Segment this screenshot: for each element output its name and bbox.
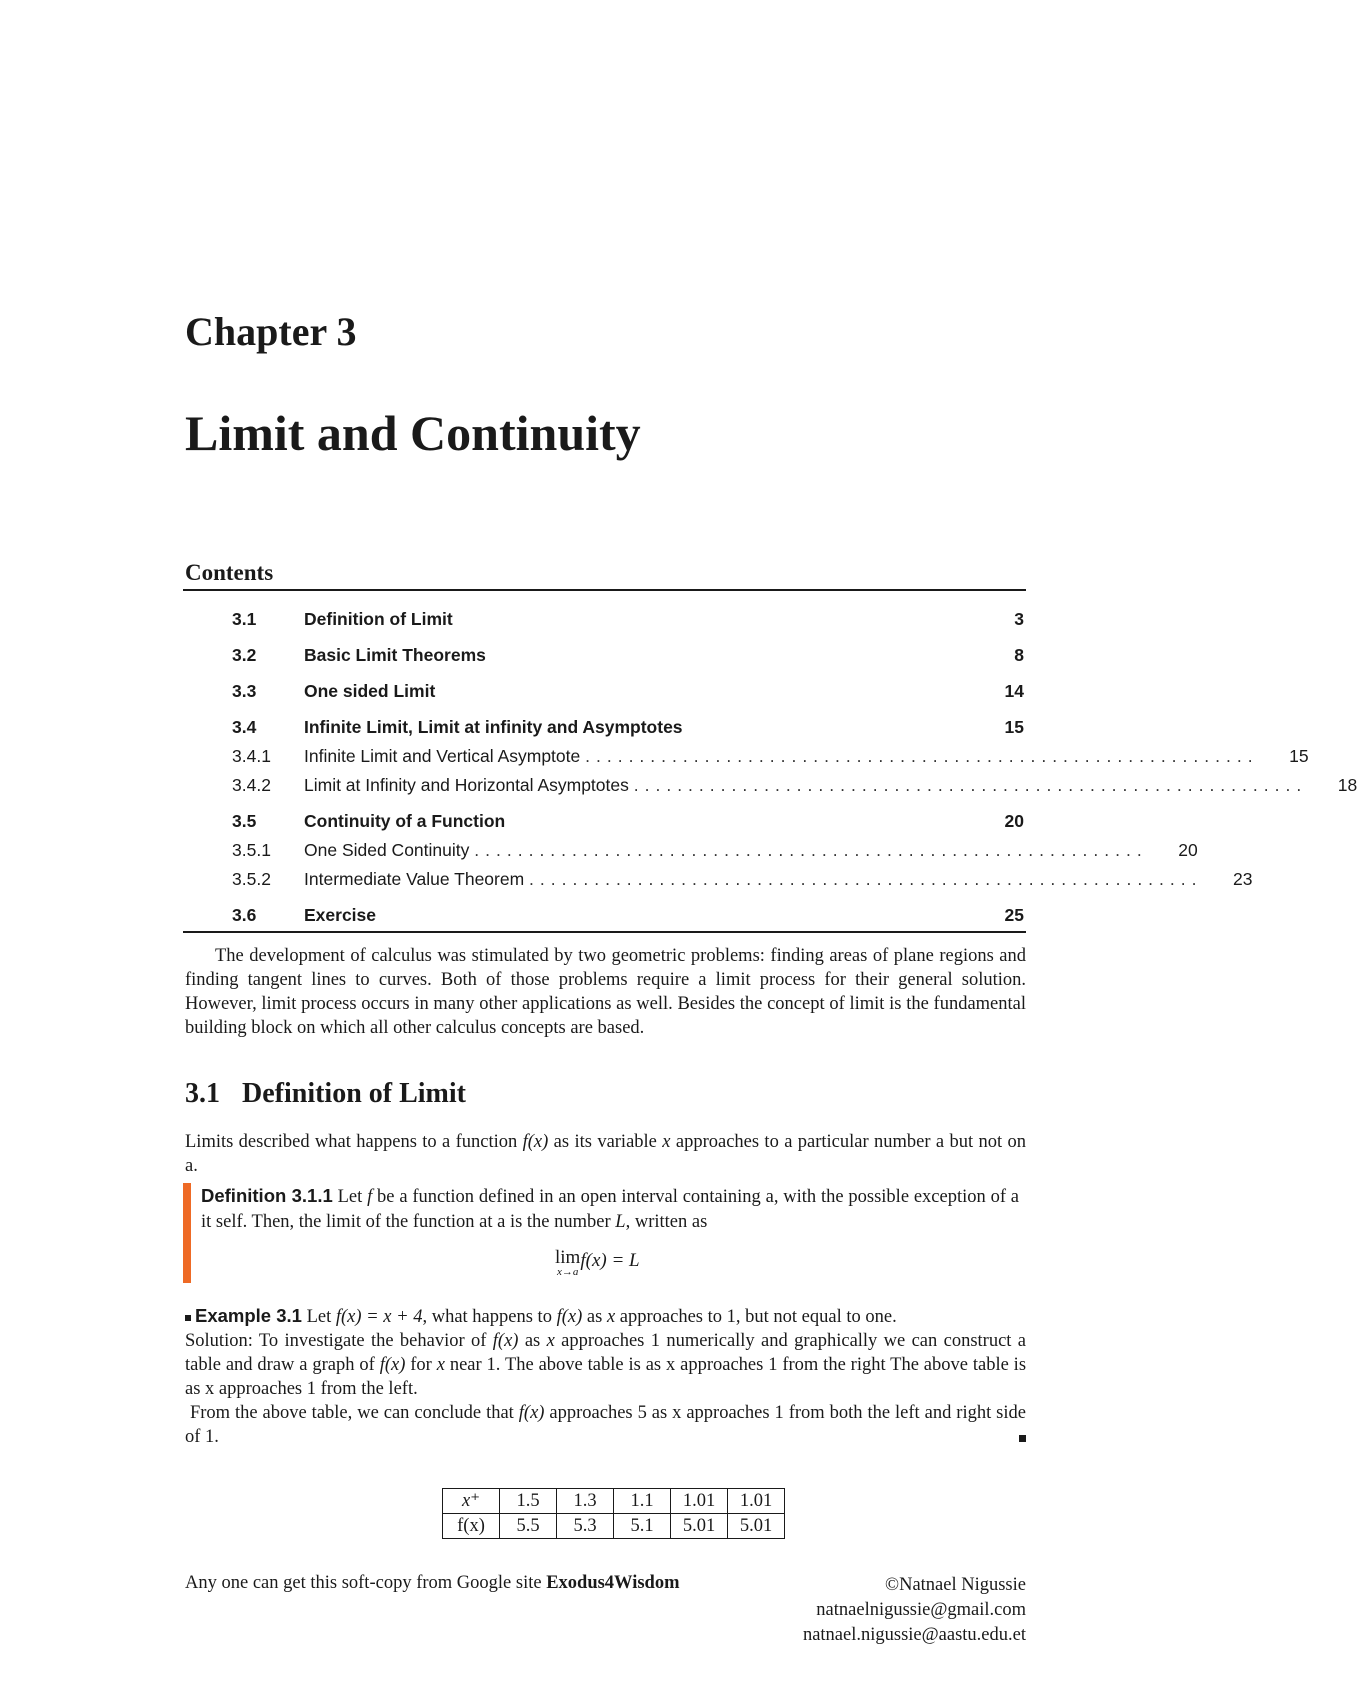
table-row [443,1489,785,1514]
toc-number: 3.4.1 [232,746,271,766]
toc-number: 3.4.2 [232,775,271,795]
section-paragraph: Limits described what happens to a function f(x) as its variable x approaches to a particular number a but not on a. [185,1132,1027,1176]
toc-entry[interactable] [185,677,1026,706]
table-cell: 1.01 [728,1489,785,1514]
toc-page: 25 [1004,905,1024,925]
toc-title: Exercise [304,905,377,925]
table-header-cell: f(x) [443,1514,500,1539]
toc-page: 14 [1004,681,1024,701]
section-number: 3.1 [185,1078,220,1109]
values-table [442,1488,785,1539]
email-link[interactable]: natnaelnigussie@gmail.com [816,1600,1026,1620]
toc-page: 3 [1014,609,1024,629]
bullet-marker [185,1315,191,1321]
table-cell: 5.01 [728,1514,785,1539]
toc-page: 8 [1014,645,1024,665]
toc-title: Limit at Infinity and Horizontal Asymptotes .............................................................. [304,775,1308,795]
example-label: Example 3.1 [195,1305,302,1326]
toc-title: Basic Limit Theorems [304,645,486,665]
toc-entry[interactable] [185,713,1026,742]
table-cell: 1.5 [500,1489,557,1514]
table-cell: 1.01 [671,1489,728,1514]
toc-number: 3.5.2 [232,869,271,889]
toc-entry[interactable] [185,901,1026,930]
toc-subentry[interactable] [185,836,1198,865]
table-cell: 5.1 [614,1514,671,1539]
table-cell: 1.3 [557,1489,614,1514]
site-name[interactable]: Exodus4Wisdom [546,1573,680,1593]
toc-page: 20 [1004,811,1024,831]
toc-subentry[interactable] [185,865,1253,894]
toc-title: Infinite Limit, Limit at infinity and Asymptotes [304,717,683,737]
toc-number: 3.1 [232,609,257,629]
toc-entry[interactable] [185,641,1026,670]
toc-title: Definition of Limit [304,609,453,629]
limit-formula: lim x→a f(x) = L [555,1247,640,1278]
toc-entry[interactable] [185,605,1026,634]
toc-subentry[interactable] [185,742,1309,771]
toc-number: 3.6 [232,905,257,925]
table-cell: 5.3 [557,1514,614,1539]
toc-title: Infinite Limit and Vertical Asymptote .............................................................. [304,746,1259,766]
toc-page: 18 [1337,775,1358,795]
contents-top-rule [183,589,1026,591]
definition-block: Definition 3.1.1 Let f be a function defined in an open interval containing a, with the possible exception of a it self. Then, the limit of the function at a is the number L, written as [201,1185,1020,1232]
intro-paragraph: The development of calculus was stimulated by two geometric problems: finding areas of plane regions and finding tangent lines to curves. Both of those problems require a limit process for their general solution. However, limit process occurs in many other applications as well. Besides the concept of limit is the fundamental building block on which all other calculus concepts are based. [185,946,1026,1038]
toc-page: 15 [1289,746,1309,766]
toc-title: Continuity of a Function [304,811,506,831]
example-block: Example 3.1 Let f(x) = x + 4, what happens to f(x) as x approaches to 1, but not equal to one. Solution: To investigate the behavior of f(x) as x approaches 1 numerically and graphically we can construct a table and draw a graph of f(x) for x near 1. The above table is as x approaches 1 from the right The above table is as x approaches 1 from the left. From the above table, we can conclude that f(x) approaches 5 as x approaches 1 from both the left and right side of 1. [185,1305,1027,1447]
section-heading [185,1078,466,1110]
end-of-example-marker [1019,1435,1026,1442]
toc-number: 3.2 [232,645,257,665]
table-cell: 5.01 [671,1514,728,1539]
table-row [443,1514,785,1539]
email-link[interactable]: natnael.nigussie@aastu.edu.et [802,1625,1026,1645]
copyright-line: ©Natnael Nigussie [885,1575,1026,1595]
chapter-label: Chapter 3 [185,309,357,354]
toc-title: One sided Limit [304,681,436,701]
footer-author [803,1573,1026,1648]
contents-bottom-rule [183,931,1026,933]
toc-page: 23 [1233,869,1253,889]
table-cell: 5.5 [500,1514,557,1539]
toc-page: 15 [1004,717,1024,737]
contents-heading: Contents [185,560,274,585]
definition-accent-bar [183,1183,191,1283]
toc-subentry[interactable] [185,771,1358,800]
toc-number: 3.5 [232,811,257,831]
table-header-cell: x⁺ [443,1489,500,1514]
section-title: Definition of Limit [242,1078,466,1109]
table-of-contents [185,598,1358,930]
footer-note: Any one can get this soft-copy from Google site Exodus4Wisdom [185,1573,680,1593]
definition-label: Definition 3.1.1 [201,1185,333,1206]
toc-title: Intermediate Value Theorem .............................................................. [304,869,1203,889]
toc-page: 20 [1178,840,1198,860]
toc-number: 3.3 [232,681,257,701]
table-cell: 1.1 [614,1489,671,1514]
toc-title: One Sided Continuity .............................................................. [304,840,1148,860]
toc-entry[interactable] [185,807,1026,836]
toc-number: 3.5.1 [232,840,271,860]
chapter-title: Limit and Continuity [185,405,641,461]
toc-number: 3.4 [232,717,257,737]
